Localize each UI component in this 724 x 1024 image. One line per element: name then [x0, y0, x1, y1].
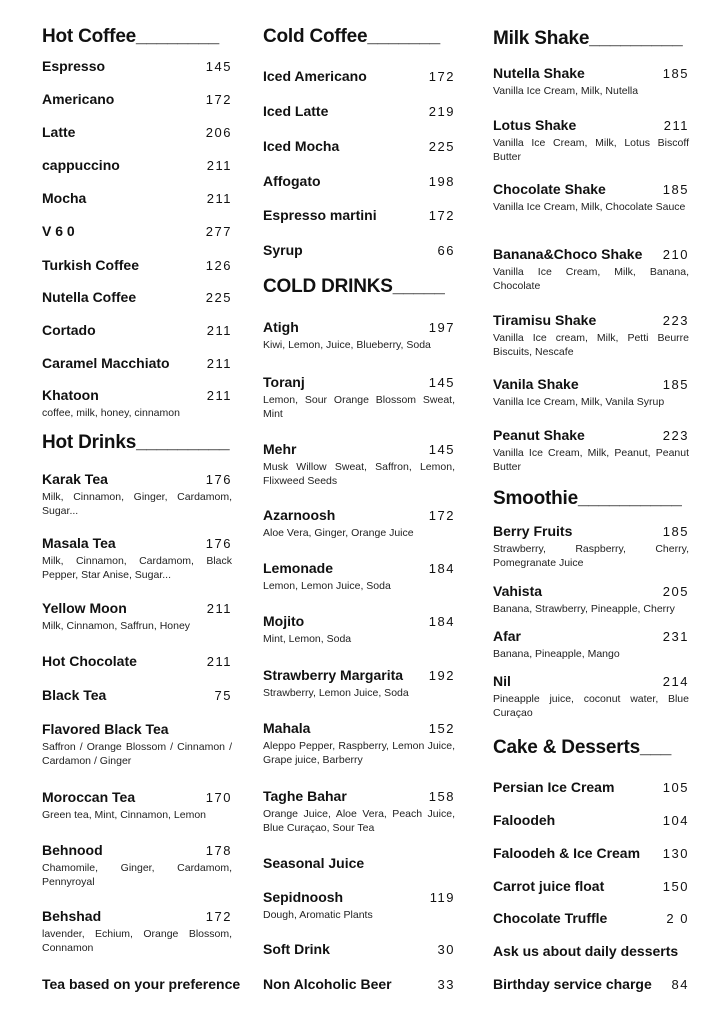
menu-item — [42, 257, 232, 273]
menu-item-price: 225 — [428, 139, 455, 154]
menu-item — [493, 583, 689, 616]
menu-item — [263, 242, 455, 258]
menu-item-row — [42, 387, 232, 403]
menu-item-description: Vanilla Ice Cream, Milk, Nutella — [493, 85, 639, 97]
menu-item-name: Peanut Shake — [493, 427, 585, 443]
menu-item-price: 66 — [437, 243, 455, 258]
menu-item — [493, 246, 689, 293]
menu-item — [263, 667, 455, 700]
column-right — [493, 0, 689, 1024]
section-heading: Cold Coffee_______ — [263, 26, 440, 47]
menu-item-price: 211 — [206, 158, 232, 173]
menu-item-description: Vanilla Ice Cream, Milk, Banana, Chocolate — [493, 266, 689, 292]
menu-item-name: Faloodeh & Ice Cream — [493, 845, 641, 861]
menu-item-row — [42, 600, 232, 616]
menu-item — [263, 855, 455, 871]
menu-item-row — [42, 289, 232, 305]
menu-item — [493, 943, 689, 959]
menu-item — [42, 535, 232, 582]
menu-item-row — [263, 103, 455, 119]
menu-item-price: 176 — [205, 536, 232, 551]
menu-item-price: 185 — [662, 524, 689, 539]
menu-item-price: 84 — [671, 977, 689, 992]
menu-item-price: 172 — [428, 69, 455, 84]
menu-item-price: 176 — [205, 472, 232, 487]
menu-item-price: 2 0 — [666, 911, 689, 926]
menu-item-description: Pineapple juice, coconut water, Blue Curaçao — [493, 693, 689, 719]
menu-item — [493, 117, 689, 164]
menu-item-row — [42, 721, 232, 737]
menu-item — [42, 976, 241, 992]
menu-item-name: Mehr — [263, 441, 297, 457]
menu-item-row — [42, 355, 232, 371]
menu-item-name: Hot Chocolate — [42, 653, 137, 669]
menu-item-name: Non Alcoholic Beer — [263, 976, 392, 992]
menu-item-price: 150 — [662, 879, 689, 894]
menu-item-price: 104 — [662, 813, 689, 828]
menu-item-row — [263, 941, 455, 957]
menu-item — [493, 673, 689, 720]
menu-item-row — [493, 943, 689, 959]
menu-item-description: Vanilla Ice Cream, Milk, Lotus Biscoff Butter — [493, 137, 689, 163]
menu-item-name: Persian Ice Cream — [493, 779, 615, 795]
menu-item-name: Espresso — [42, 58, 106, 74]
menu-item-row — [263, 173, 455, 189]
menu-item — [493, 976, 689, 992]
menu-item-name: Iced Latte — [263, 103, 329, 119]
menu-item-price: 184 — [428, 614, 455, 629]
menu-item-description: Banana, Pineapple, Mango — [493, 648, 620, 660]
menu-item-row — [493, 976, 689, 992]
menu-item-row — [42, 535, 232, 551]
menu-item — [42, 842, 232, 889]
menu-item-name: Carrot juice float — [493, 878, 605, 894]
menu-item-name: Sepidnoosh — [263, 889, 344, 905]
menu-item-name: Masala Tea — [42, 535, 116, 551]
menu-item-description: Vanilla Ice Cream, Milk, Peanut, Peanut Butter — [493, 447, 689, 473]
menu-item — [493, 181, 689, 214]
section-heading: Cake & Desserts___ — [493, 737, 672, 758]
menu-item-row — [42, 687, 232, 703]
menu-item-price: 75 — [214, 688, 232, 703]
menu-item-row — [263, 68, 455, 84]
menu-item-row — [493, 583, 689, 599]
menu-item-description: coffee, milk, honey, cinnamon — [42, 407, 180, 419]
menu-item-row — [493, 427, 689, 443]
menu-item-row — [42, 257, 232, 273]
menu-item — [42, 471, 232, 518]
menu-item — [263, 138, 455, 154]
menu-item — [493, 312, 689, 359]
menu-item-name: Nutella Shake — [493, 65, 585, 81]
menu-item-description: Dough, Aromatic Plants — [263, 909, 373, 921]
menu-item-name: Lemonade — [263, 560, 334, 576]
menu-item — [42, 289, 232, 305]
menu-item-description: Musk Willow Sweat, Saffron, Lemon, Flixweed Seeds — [263, 461, 455, 487]
menu-item — [263, 976, 455, 992]
menu-item — [42, 600, 232, 633]
menu-item-name: Nil — [493, 673, 511, 689]
menu-item — [493, 65, 689, 98]
menu-item — [42, 157, 232, 173]
menu-item — [263, 319, 455, 352]
menu-item-row — [263, 613, 455, 629]
menu-item-row — [42, 322, 232, 338]
menu-item-price: 185 — [662, 66, 689, 81]
menu-item-name: V 6 0 — [42, 223, 75, 239]
menu-item-row — [42, 976, 241, 992]
menu-item-row — [493, 910, 689, 926]
menu-item-row — [493, 117, 689, 133]
menu-item-price: 145 — [428, 375, 455, 390]
menu-item-name: Soft Drink — [263, 941, 330, 957]
menu-item — [42, 124, 232, 140]
menu-item-name: Atigh — [263, 319, 299, 335]
menu-item — [42, 721, 232, 768]
menu-item-name: Banana&Choco Shake — [493, 246, 643, 262]
menu-item-price: 130 — [662, 846, 689, 861]
menu-item-name: cappuccino — [42, 157, 120, 173]
menu-item-price: 30 — [437, 942, 455, 957]
menu-item-row — [493, 65, 689, 81]
menu-item-name: Mocha — [42, 190, 87, 206]
menu-item — [263, 441, 455, 488]
menu-item-name: Azarnoosh — [263, 507, 336, 523]
menu-item-row — [42, 58, 232, 74]
menu-item-name: Syrup — [263, 242, 303, 258]
menu-item-price: 197 — [428, 320, 455, 335]
menu-item-row — [42, 223, 232, 239]
menu-item-price: 126 — [205, 258, 232, 273]
menu-item-name: Latte — [42, 124, 76, 140]
menu-item — [263, 103, 455, 119]
menu-item — [42, 355, 232, 371]
menu-item-row — [263, 560, 455, 576]
menu-item-name: Karak Tea — [42, 471, 108, 487]
menu-item-name: Khatoon — [42, 387, 99, 403]
menu-item-name: Ask us about daily desserts — [493, 943, 679, 959]
menu-item-price: 211 — [206, 323, 232, 338]
menu-item-description: Vanilla Ice Cream, Milk, Chocolate Sauce — [493, 201, 686, 213]
menu-item-name: Mahala — [263, 720, 311, 736]
menu-item — [263, 507, 455, 540]
menu-item — [493, 779, 689, 795]
menu-item-price: 210 — [662, 247, 689, 262]
menu-item-row — [42, 124, 232, 140]
menu-item-price: 198 — [428, 174, 455, 189]
menu-item — [42, 653, 232, 669]
menu-item-row — [42, 157, 232, 173]
menu-item-price: 277 — [205, 224, 232, 239]
menu-item-price: 185 — [662, 377, 689, 392]
menu-item-row — [42, 471, 232, 487]
menu-item-row — [493, 246, 689, 262]
menu-item — [263, 374, 455, 421]
menu-item-name: Affogato — [263, 173, 321, 189]
menu-item-description: Milk, Cinnamon, Cardamom, Black Pepper, Star Anise, Sugar... — [42, 555, 232, 581]
menu-item-row — [42, 842, 232, 858]
menu-item-description: Lemon, Lemon Juice, Soda — [263, 580, 391, 592]
menu-item-description: Lemon, Sour Orange Blossom Sweat, Mint — [263, 394, 455, 420]
menu-item-name: Seasonal Juice — [263, 855, 365, 871]
menu-item — [42, 91, 232, 107]
menu-item-name: Chocolate Truffle — [493, 910, 608, 926]
menu-item-name: Tea based on your preference — [42, 976, 241, 992]
menu-item — [493, 628, 689, 661]
menu-item-price: 211 — [663, 118, 689, 133]
menu-item-price: 192 — [428, 668, 455, 683]
column-left — [42, 0, 241, 1024]
menu-item — [42, 223, 232, 239]
menu-item-name: Espresso martini — [263, 207, 377, 223]
menu-item — [263, 941, 455, 957]
section-heading: Hot Coffee________ — [42, 26, 219, 47]
menu-item-description: Vanilla Ice cream, Milk, Petti Beurre Biscuits, Nescafe — [493, 332, 689, 358]
menu-item-name: Faloodeh — [493, 812, 556, 828]
menu-item-row — [493, 673, 689, 689]
section-heading: COLD DRINKS_____ — [263, 276, 445, 297]
menu-item-name: Iced Americano — [263, 68, 367, 84]
menu-item-row — [493, 181, 689, 197]
menu-item-name: Toranj — [263, 374, 305, 390]
menu-item-row — [263, 720, 455, 736]
menu-item-row — [263, 788, 455, 804]
menu-item-price: 105 — [662, 780, 689, 795]
menu-item-price: 172 — [428, 208, 455, 223]
section-heading: Smoothie__________ — [493, 488, 682, 509]
menu-item-row — [42, 190, 232, 206]
menu-item-price: 223 — [662, 428, 689, 443]
menu-item-row — [493, 878, 689, 894]
menu-item-name: Afar — [493, 628, 522, 644]
menu-item-row — [42, 91, 232, 107]
menu-item-name: Lotus Shake — [493, 117, 577, 133]
menu-item-description: Mint, Lemon, Soda — [263, 633, 352, 645]
menu-item-row — [263, 889, 455, 905]
menu-item-row — [263, 855, 455, 871]
menu-item — [263, 68, 455, 84]
menu-item — [263, 207, 455, 223]
menu-item — [263, 560, 455, 593]
menu-item-row — [42, 653, 232, 669]
menu-item-description: Chamomile, Ginger, Cardamom, Pennyroyal — [42, 862, 232, 888]
menu-item-row — [263, 507, 455, 523]
menu-item — [42, 908, 232, 955]
menu-item-row — [263, 374, 455, 390]
menu-item-price: 33 — [437, 977, 455, 992]
menu-item — [42, 58, 232, 74]
menu-item-price: 184 — [428, 561, 455, 576]
menu-item-name: Black Tea — [42, 687, 107, 703]
menu-item — [42, 387, 232, 420]
menu-item-description: Vanilla Ice Cream, Milk, Vanila Syrup — [493, 396, 665, 408]
menu-item-row — [263, 207, 455, 223]
menu-item-price: 211 — [206, 356, 232, 371]
menu-item — [493, 523, 689, 570]
menu-item-price: 211 — [206, 654, 232, 669]
menu-item-row — [42, 908, 232, 924]
menu-item-row — [263, 242, 455, 258]
menu-item-price: 211 — [206, 388, 232, 403]
menu-item-description: Banana, Strawberry, Pineapple, Cherry — [493, 603, 675, 615]
menu-item-price: 145 — [428, 442, 455, 457]
menu-item-price: 211 — [206, 601, 232, 616]
menu-item-row — [493, 779, 689, 795]
menu-item-name: Birthday service charge — [493, 976, 652, 992]
menu-item-name: Flavored Black Tea — [42, 721, 169, 737]
menu-item — [42, 789, 232, 822]
menu-item-name: Iced Mocha — [263, 138, 340, 154]
menu-item — [42, 190, 232, 206]
menu-item-name: Tiramisu Shake — [493, 312, 597, 328]
menu-item-row — [493, 845, 689, 861]
menu-item — [493, 910, 689, 926]
section-heading: Milk Shake_________ — [493, 28, 683, 49]
menu-item-price: 119 — [429, 890, 455, 905]
menu-item — [263, 720, 455, 767]
menu-item-description: Strawberry, Raspberry, Cherry, Pomegranate Juice — [493, 543, 689, 569]
column-middle — [263, 0, 455, 1024]
menu-item-price: 211 — [206, 191, 232, 206]
menu-item-name: Vanila Shake — [493, 376, 579, 392]
menu-item-description: Milk, Cinnamon, Ginger, Cardamom, Sugar... — [42, 491, 232, 517]
menu-item-row — [263, 441, 455, 457]
menu-item-row — [263, 319, 455, 335]
menu-item — [263, 889, 455, 922]
menu-item — [493, 812, 689, 828]
menu-item-price: 172 — [205, 92, 232, 107]
menu-item — [493, 845, 689, 861]
menu-item-name: Nutella Coffee — [42, 289, 137, 305]
menu-item-row — [493, 812, 689, 828]
menu-item-price: 172 — [205, 909, 232, 924]
menu-item-description: Strawberry, Lemon Juice, Soda — [263, 687, 409, 699]
section-heading: Hot Drinks_________ — [42, 432, 230, 453]
menu-item-description: Kiwi, Lemon, Juice, Blueberry, Soda — [263, 339, 431, 351]
menu-item-name: Strawberry Margarita — [263, 667, 404, 683]
menu-item-description: Saffron / Orange Blossom / Cinnamon / Cardamon / Ginger — [42, 741, 232, 767]
menu-item-name: Moroccan Tea — [42, 789, 136, 805]
menu-item-description: Aloe Vera, Ginger, Orange Juice — [263, 527, 414, 539]
menu-item-row — [493, 628, 689, 644]
menu-item-row — [493, 376, 689, 392]
menu-item-price: 219 — [428, 104, 455, 119]
menu-item — [42, 322, 232, 338]
menu-item-price: 205 — [662, 584, 689, 599]
menu-item-name: Vahista — [493, 583, 543, 599]
menu-item-row — [493, 312, 689, 328]
menu-item — [493, 376, 689, 409]
menu-item-price: 145 — [205, 59, 232, 74]
menu-item-row — [263, 667, 455, 683]
menu-item-price: 206 — [205, 125, 232, 140]
menu-item-price: 178 — [205, 843, 232, 858]
menu-item-price: 225 — [205, 290, 232, 305]
menu-item-name: Taghe Bahar — [263, 788, 347, 804]
menu-item — [263, 613, 455, 646]
menu-item-row — [263, 138, 455, 154]
menu-item-description: Orange Juice, Aloe Vera, Peach Juice, Blue Curaçao, Sour Tea — [263, 808, 455, 834]
menu-item-name: Berry Fruits — [493, 523, 573, 539]
menu-item-row — [493, 523, 689, 539]
menu-item-description: lavender, Echium, Orange Blossom, Connamon — [42, 928, 232, 954]
menu-item — [493, 878, 689, 894]
menu-item-name: Behnood — [42, 842, 103, 858]
menu-item-description: Milk, Cinnamon, Saffrun, Honey — [42, 620, 191, 632]
menu-item-price: 223 — [662, 313, 689, 328]
menu-item-name: Americano — [42, 91, 115, 107]
menu-item-name: Behshad — [42, 908, 102, 924]
menu-item — [493, 427, 689, 474]
menu-item-name: Caramel Macchiato — [42, 355, 170, 371]
menu-item — [263, 788, 455, 835]
menu-item-row — [42, 789, 232, 805]
menu-item-description: Aleppo Pepper, Raspberry, Lemon Juice, Grape juice, Barberry — [263, 740, 455, 766]
menu-item-price: 158 — [428, 789, 455, 804]
menu-item-name: Chocolate Shake — [493, 181, 606, 197]
menu-item-price: 185 — [662, 182, 689, 197]
menu-item — [42, 687, 232, 703]
menu-item-price: 231 — [662, 629, 689, 644]
menu-item-price: 152 — [428, 721, 455, 736]
menu-item-name: Yellow Moon — [42, 600, 127, 616]
menu-item-row — [263, 976, 455, 992]
menu-item-price: 214 — [662, 674, 689, 689]
menu-item-price: 170 — [205, 790, 232, 805]
menu-item-name: Mojito — [263, 613, 305, 629]
menu-item-description: Green tea, Mint, Cinnamon, Lemon — [42, 809, 207, 821]
menu-item-price: 172 — [428, 508, 455, 523]
menu-item-name: Turkish Coffee — [42, 257, 139, 273]
menu-item-name: Cortado — [42, 322, 96, 338]
menu-item — [263, 173, 455, 189]
